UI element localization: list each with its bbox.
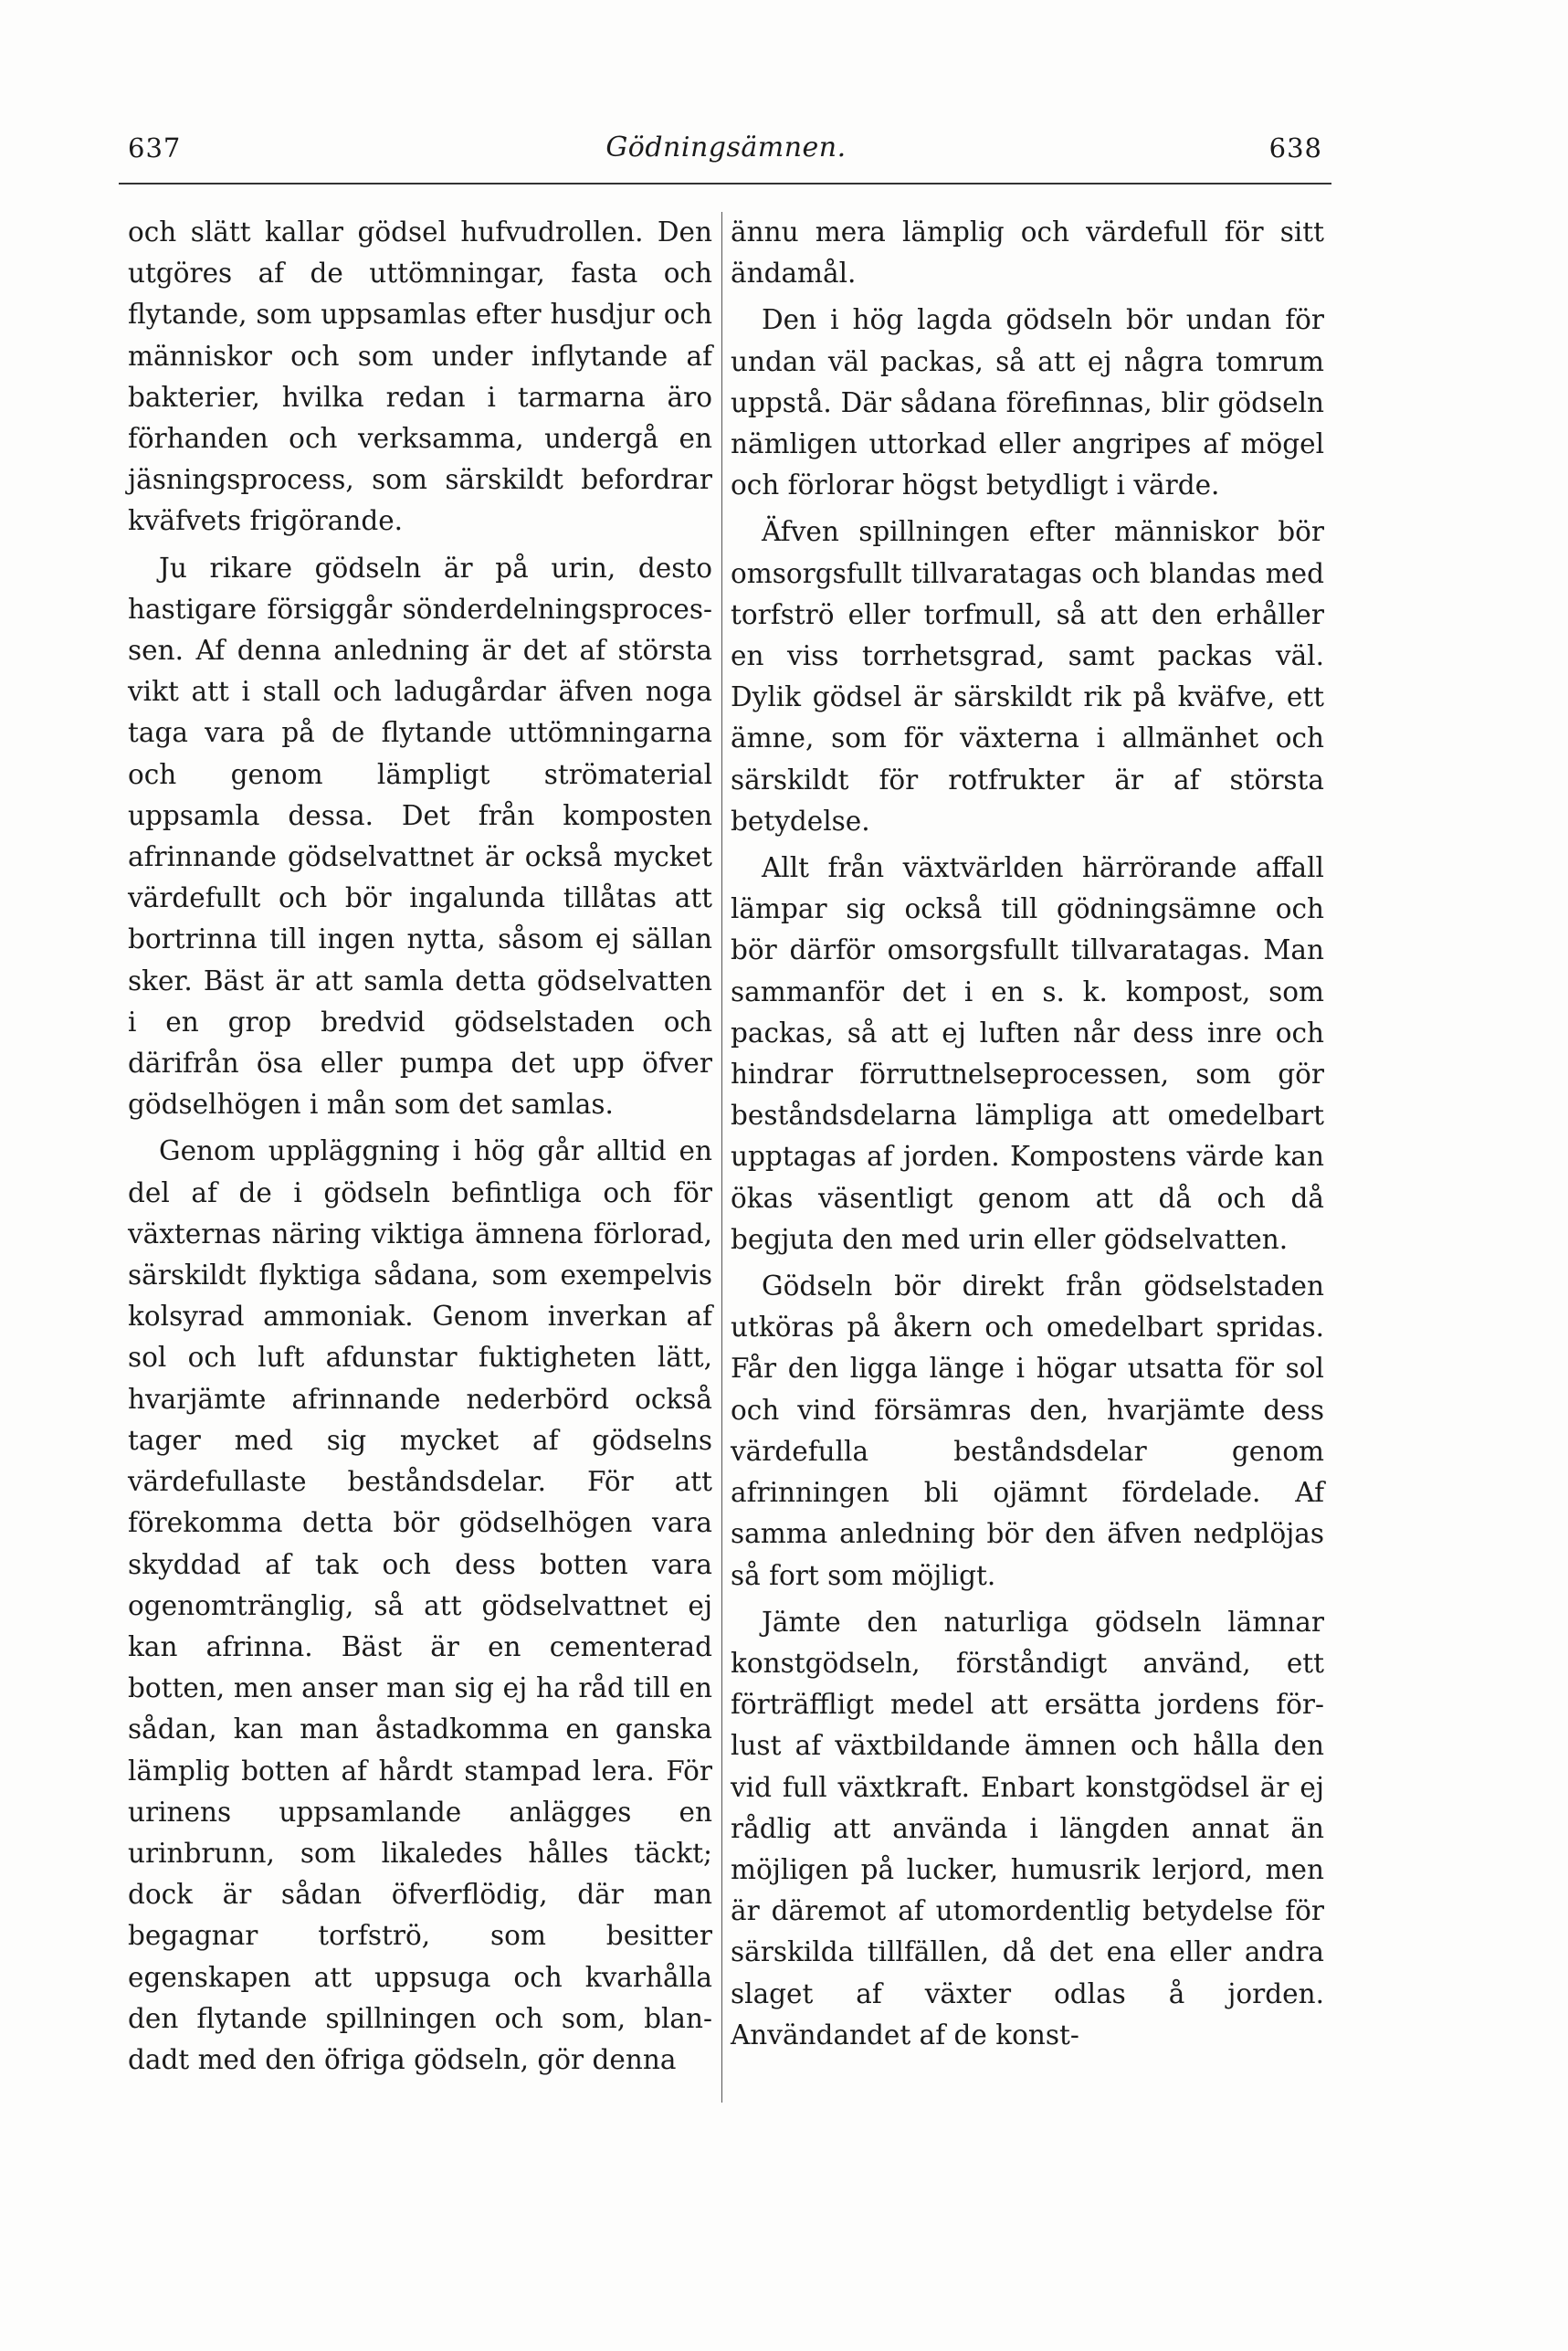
paragraph: ännu mera lämplig och värdefull för sitt ändamål.: [731, 216, 1324, 290]
column-divider: [721, 212, 722, 2103]
left-text-column: [128, 212, 712, 2086]
paragraph: Jämte den naturliga gödseln lämnar konstgödseln, förståndigt använd, ett förträffligt medel att ersätta jordens förlust af växtbildande ämnen och hålla den vid full växtkraft. Enbart konstgödsel är ej rådlig att använda i längden annat än möjligen på lucker, humusrik lerjord, men är däremot af utomordentlig betydelse för särskilda tillfällen, då det ena eller andra slaget af växter odlas å jorden. Användandet af de konst-: [731, 1606, 1324, 2051]
paragraph: Genom uppläggning i hög går alltid en del af de i gödseln befintliga och för växternas näring viktiga ämnena förlorad, särskildt flyktiga sådana, som exempelvis kolsyrad ammoniak. Genom inverkan af sol och luft afdunstar fuktigheten lätt, hvarjämte afrinnande nederbörd också tager med sig mycket af gödselns värdefullaste beståndsdelar. För att förekomma detta bör gödselhögen vara skyddad af tak och dess botten vara ogenomtränglig, så att gödselvattnet ej kan afrinna. Bäst är en cementerad botten, men anser man sig ej ha råd till en sådan, kan man åstadkomma en ganska lämplig botten af hårdt stampad lera. För urinens uppsamlande anlägges en urinbrunn, som likaledes hålles täckt; dock är sådan öfverflödig, där man begagnar torfströ, som besitter egenskapen att uppsuga och kvarhålla den flytande spillningen och som, blandadt med den öfriga gödseln, gör denna: [128, 1135, 712, 2075]
paragraph: Allt från växtvärlden härrörande affall lämpar sig också till gödningsämne och bör därför omsorgsfullt tillvaratagas. Man sammanför det i en s. k. kompost, som packas, så att ej luften når dess inre och hindrar förruttnelseprocessen, som gör beståndsdelarna lämpliga att omedelbart upptagas af jorden. Kompostens värde kan ökas väsentligt genom att då och då begjuta den med urin eller gödselvatten.: [731, 852, 1324, 1255]
header-rule: [119, 183, 1331, 184]
running-head: [119, 130, 1333, 175]
paragraph: Den i hög lagda gödseln bör undan för undan väl packas, så att ej några tomrum uppstå. Där sådana förefinnas, blir gödseln nämligen uttorkad eller angripes af mögel och förlorar högst betydligt i värde.: [731, 304, 1324, 501]
paragraph: Äfven spillningen efter människor bör omsorgsfullt tillvaratagas och blandas med torfströ eller torfmull, så att den erhåller en viss torrhetsgrad, samt packas väl. Dylik gödsel är särskildt rik på kväfve, ett ämne, som för växterna i allmänhet och särskildt för rotfrukter är af största betydelse.: [731, 516, 1324, 837]
right-text-column: [731, 212, 1324, 2061]
page-title: Gödningsämnen.: [605, 132, 847, 163]
paragraph: och slätt kallar gödsel hufvudrollen. Den utgöres af de uttömningar, fasta och flytande, som uppsamlas efter husdjur och människor och som under inflytande af bakterier, hvilka redan i tarmarna äro förhanden och verksamma, undergå en jäsningsprocess, som särskildt befordrar kväfvets frigörande.: [128, 216, 712, 537]
left-page-number: 637: [128, 132, 182, 163]
paragraph: Gödseln bör direkt från gödselstaden utköras på åkern och omedelbart spridas. Får den ligga länge i högar utsatta för sol och vind försämras den, hvarjämte dess värdefulla beståndsdelar genom afrinningen bli ojämnt fördelade. Af samma anledning bör den äfven nedplöjas så fort som möjligt.: [731, 1270, 1324, 1591]
paragraph: Ju rikare gödseln är på urin, desto hastigare försiggår sönderdelningsprocessen. Af denna anledning är det af största vikt att i stall och ladugårdar äfven noga taga vara på de flytande uttömningarna och genom lämpligt strömaterial uppsamla dessa. Det från komposten afrinnande gödselvattnet är också mycket värdefullt och bör ingalunda tillåtas att bortrinna till ingen nytta, såsom ej sällan sker. Bäst är att samla detta gödselvatten i en grop bredvid gödselstaden och därifrån ösa eller pumpa det upp öfver gödselhögen i mån som det samlas.: [128, 552, 712, 1121]
right-page-number: 638: [1268, 132, 1322, 163]
